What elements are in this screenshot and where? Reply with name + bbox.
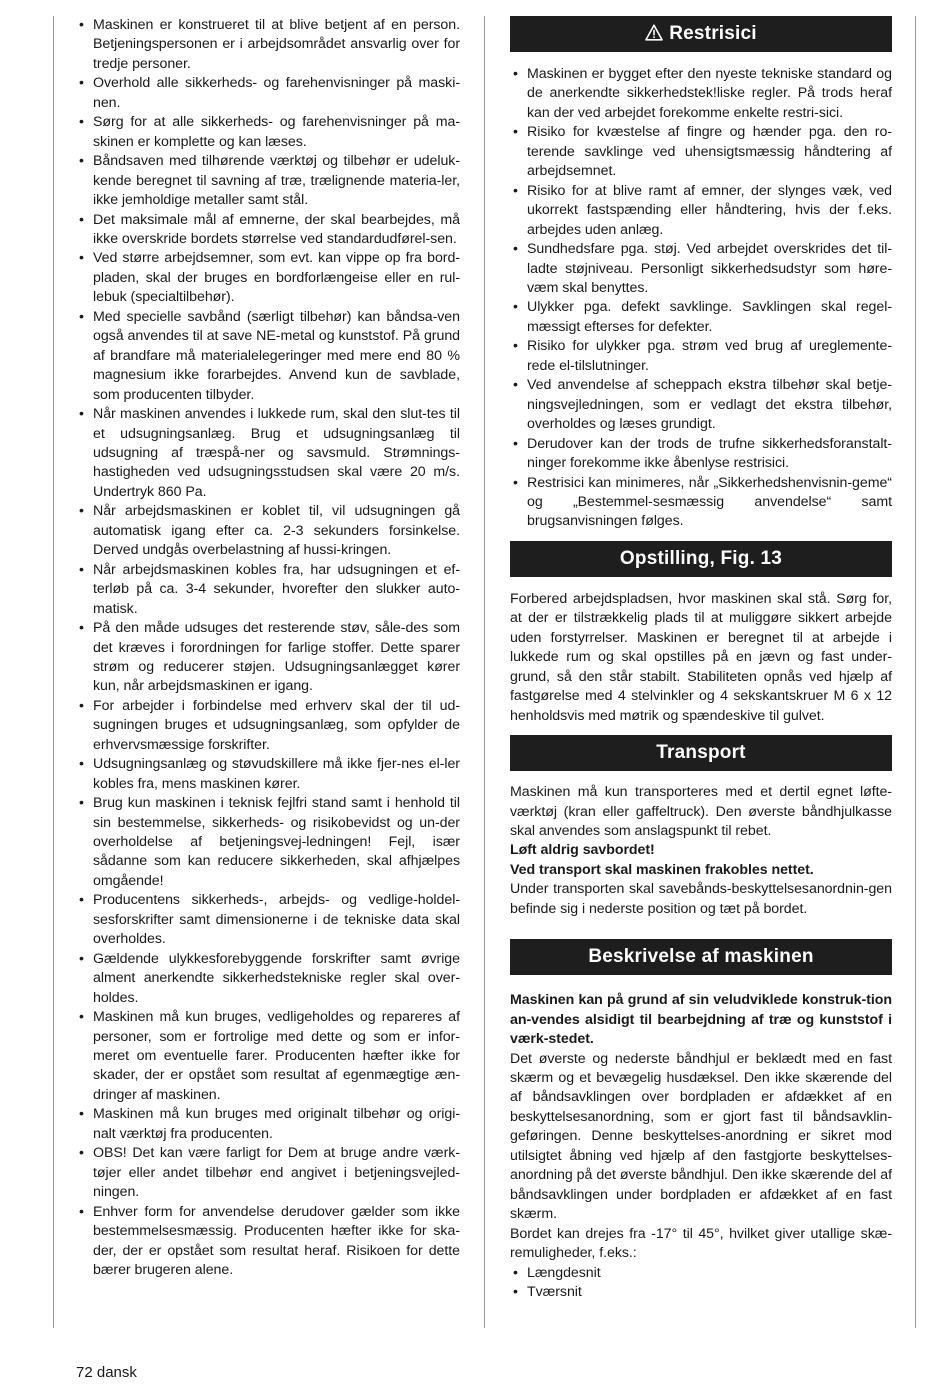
beskrivelse-heading: Beskrivelse af maskinen [510,939,892,975]
list-item: • Maskinen er bygget efter den nyeste tekniske standard og de anerkendte sikkerhedstek!liske regler. På trods heraf kan der ved arbejdet forekomme enkelte restri-sici. [510,65,892,123]
cut-types-list [510,1264,892,1303]
transport-warning-1: Løft aldrig savbordet! [510,842,655,859]
page-footer: 72 dansk [76,1364,137,1381]
list-item: • OBS! Det kan være farligt for Dem at bruge andre værk-tøjer eller andet tilbehør end angivet i betjeningsvejled-ningen. [76,1144,460,1202]
list-item: • Risiko for at blive ramt af emner, der slynges væk, ved ukorrekt fastspænding eller håndtering, hvis der f.eks. arbejdes uden anlæg. [510,182,892,240]
opstilling-heading: Opstilling, Fig. 13 [510,541,892,577]
list-item: • Risiko for ulykker pga. strøm ved brug af ureglemente-rede el-tilslutninger. [510,337,892,376]
list-item: • Ved større arbejdsemner, som evt. kan vippe op fra bord-pladen, skal der bruges en bordforlængeise eller en rul-lebuk (specialtilbehør). [76,249,460,307]
list-item: • Ulykker pga. defekt savklinge. Savklingen skal regel-mæssigt efterses for defekter. [510,298,892,337]
restrisici-heading-text: Restrisici [669,23,757,44]
list-item: • Maskinen er konstrueret til at blive betjent af en person. Betjeningspersonen er i arbejdsområdet ansvarlig over for tredje personer. [76,16,460,74]
list-item: • Længdesnit [510,1264,892,1283]
left-column [76,16,460,1280]
list-item: • Enhver form for anvendelse derudover gælder som ikke bestemmelsesmæssig. Producenten hæfter ikke for ska-der, der er opstået som resultat heraf. Risikoen for dette bærer brugeren alene. [76,1203,460,1281]
list-item: • Udsugningsanlæg og støvudskillere må ikke fjer-nes el-ler kobles fra, mens maskinen kører. [76,755,460,794]
beskrivelse-intro: Maskinen kan på grund af sin veludviklede konstruk-tion an-vendes alsidigt til bearbejdning af træ og kunststof i værk-stedet. [510,992,892,1048]
list-item: • Overhold alle sikkerheds- og farehenvisninger på maski-nen. [76,74,460,113]
right-margin-rule [915,16,916,1328]
column-divider-rule [484,16,485,1328]
list-item: • Risiko for kvæstelse af fingre og hænder pga. den ro-terende savklinge ved uhensigtsmæssig håndtering af arbejdsemnet. [510,123,892,181]
warning-triangle-icon [645,18,663,54]
list-item: • Gældende ulykkesforebyggende forskrifter samt øvrige alment anerkendte sikkerhedstekniske regler skal over-holdes. [76,950,460,1008]
list-item: • Det maksimale mål af emnerne, der skal bearbejdes, må ikke overskride bordets størrelse ved standardudførel-sen. [76,211,460,250]
list-item: • Med specielle savbånd (særligt tilbehør) kan båndsa-ven også anvendes til at save NE-metal og kunststof. På grund af brandfare må materialelegeringer med mere end 80 % magnesium ikke forarbejdes. Anvend kun de savblade, som producenten tilbyder. [76,308,460,405]
list-item: • Når arbejdsmaskinen kobles fra, har udsugningen et ef-terløb på ca. 3-4 sekunder, hvorefter den slukker auto-matisk. [76,561,460,619]
left-margin-rule [53,16,54,1328]
list-item: • Når arbejdsmaskinen er koblet til, vil udsugningen gå automatisk igang efter ca. 2-3 sekunders forsinkelse. Derved undgås overbelastning af hussi-kringen. [76,502,460,560]
list-item: • Maskinen må kun bruges, vedligeholdes og repareres af personer, som er fortrolige med dette og som er infor-meret om eventuelle farer. Producenten hæfter ikke for skader, der er opstået som resultat af egenmægtige æn-dringer af maskinen. [76,1008,460,1105]
beskrivelse-text: Det øverste og nederste båndhjul er beklædt med en fast skærm og et bevægelig husdæksel. Den ikke skærende del af båndsavklingen over bordpladen er afdækket af en beskyttelsesanordning, som er gjort fast til båndsavklin-geføringen. Denne beskyttelses-anordning er sikret mod utilsigtet åbning ved hjælp af den fastgjorte beskyttelses-anordning på det øverste båndhjul. Den ikke skærende del af båndsavklingen under bordpladen er afdækket af en fast skærm. [510,1050,892,1223]
transport-text: Maskinen må kun transporteres med et dertil egnet løfte-værktøj (kran eller gaffeltruck). Den øverste båndhjulkasse skal anvendes som anslagspunkt til rebet. [510,784,892,839]
transport-heading: Transport [510,735,892,771]
list-item: • Brug kun maskinen i teknisk fejlfri stand samt i henhold til sin bestemmelse, sikkerheds- og risikobevidst og un-der overholdelse af betjeningsvej-ledningen! Fejl, især sådanne som kan reducere sikkerheden, skal afhjælpes omgående! [76,794,460,891]
restrisici-list [510,65,892,532]
transport-text-2: Under transporten skal savebånds-beskyttelsesanordnin-gen befinde sig i nederste position og tæt på bordet. [510,881,892,917]
list-item: • Restrisici kan minimeres, når „Sikkerhedshenvisnin-geme“ og „Bestemmel-sesmæssig anvendelse“ samt brugsanvisningen følges. [510,474,892,532]
list-item: • Når maskinen anvendes i lukkede rum, skal den slut-tes til et udsugningsanlæg. Brug et udsugningsanlæg til udsugning af træspå-ner og savsmuld. Strømnings-hastigheden ved udsugningsstudsen skal være 20 m/s. Undertryk 860 Pa. [76,405,460,502]
transport-warning-2: Ved transport skal maskinen frakobles nettet. [510,861,814,878]
list-item: • Tværsnit [510,1283,892,1302]
list-item: • Producentens sikkerheds-, arbejds- og vedlige-holdel-sesforskrifter samt dimensionerne i de tekniske data skal overholdes. [76,891,460,949]
restrisici-heading [510,16,892,52]
list-item: • Maskinen må kun bruges med originalt tilbehør og origi-nalt værktøj fra producenten. [76,1105,460,1144]
list-item: • Sundhedsfare pga. støj. Ved arbejdet overskrides det til-ladte støjniveau. Personligt sikkerhedsudstyr som høre-væm skal benyttes. [510,240,892,298]
list-item: • Sørg for at alle sikkerheds- og farehenvisninger på ma-skinen er komplette og kan læses. [76,113,460,152]
list-item: • På den måde udsuges det resterende støv, såle-des som det kræves i forordningen for farlige stoffer. Dette sparer strøm og reducerer støjen. Udsugningsanlægget kører kun, når arbejdsmaskinen er igang. [76,619,460,697]
list-item: • Derudover kan der trods de trufne sikkerhedsforanstalt-ninger forekomme ikke åbenlyse restrisici. [510,435,892,474]
safety-instructions-list [76,16,460,1280]
opstilling-text: Forbered arbejdspladsen, hvor maskinen skal stå. Sørg for, at der er tilstrækkelig plads til at muliggøre sikkert arbejde uden forstyrrelser. Maskinen er beregnet til at arbejde i lukkede rum og skal opstilles på en jævn og fast under-grund, så den står stabilt. Stabiliteten opnås ved hjælp af fastgørelse med 4 stelvinkler og 4 sekskantskruer M 6 x 12 henholdsvis med møtrik og spændeskive til gulvet. [510,590,892,724]
list-item: • For arbejder i forbindelse med erhverv skal der til ud-sugningen bruges et udsugningsanlæg, som opfylder de erhvervsmæssige forskrifter. [76,697,460,755]
list-item: • Ved anvendelse af scheppach ekstra tilbehør skal betje-ningsvejledningen, som er vedlagt det ekstra tilbehør, overholdes og læses grundigt. [510,376,892,434]
list-item: • Båndsaven med tilhørende værktøj og tilbehør er udeluk-kende beregnet til savning af træ, trælignende materia-ler, ikke jemholdige metaller samt stål. [76,152,460,210]
right-column [510,16,892,1302]
beskrivelse-text-2: Bordet kan drejes fra -17° til 45°, hvilket giver utallige skæ-remuligheder, f.eks.: [510,1225,892,1262]
